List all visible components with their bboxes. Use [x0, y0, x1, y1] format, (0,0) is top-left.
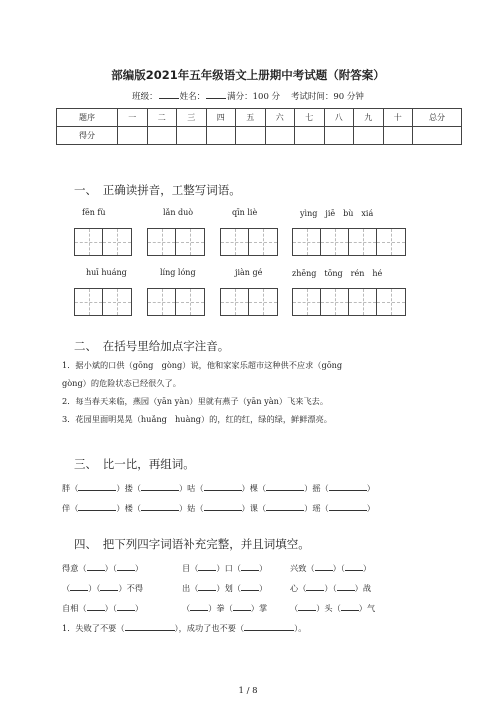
- idiom-text: ）: [134, 563, 144, 573]
- answer-blank[interactable]: [78, 481, 116, 491]
- answer-blank[interactable]: [117, 561, 135, 571]
- pinyin-label: lǎn duò: [163, 208, 194, 217]
- answer-blank[interactable]: [70, 581, 88, 591]
- grid-guide-line: [162, 289, 163, 315]
- table-cell: [295, 127, 325, 145]
- grid-guide-line: [190, 289, 191, 315]
- answer-blank[interactable]: [198, 561, 216, 571]
- answer-blank[interactable]: [190, 601, 208, 611]
- grid-guide-line: [162, 229, 163, 255]
- score-table: [56, 108, 462, 145]
- answer-blank[interactable]: [315, 561, 333, 571]
- answer-blank[interactable]: [141, 501, 179, 511]
- writing-grid[interactable]: [74, 228, 132, 256]
- grid-guide-line: [391, 289, 392, 315]
- table-cell: [324, 127, 354, 145]
- compare-row: [62, 481, 375, 494]
- answer-blank[interactable]: [78, 501, 116, 511]
- row-text: ）咕（: [178, 483, 204, 493]
- idiom-text: ）（: [104, 603, 117, 613]
- grid-cell[interactable]: [321, 289, 349, 315]
- idiom-text: （: [290, 603, 299, 613]
- question-line: 1．据小斌的口供（gōng gòng）说，他和家家乐超市这种供不应求（gōng: [62, 360, 343, 370]
- table-cell: 总分: [413, 109, 462, 127]
- idiom-text: （: [62, 583, 71, 593]
- grid-guide-line: [117, 289, 118, 315]
- answer-blank[interactable]: [337, 581, 355, 591]
- grid-cell[interactable]: [221, 229, 249, 255]
- grid-cell[interactable]: [249, 229, 277, 255]
- class-blank: [159, 90, 179, 99]
- pinyin-label: líng lóng: [160, 268, 196, 277]
- idiom-text: ）划（: [216, 583, 241, 593]
- idiom-text: ）（: [88, 583, 101, 593]
- table-cell: 得分: [57, 127, 118, 145]
- table-cell: 二: [147, 109, 177, 127]
- section-4-heading: 四、 把下列四字词语补充完整，并且词填空。: [74, 537, 310, 551]
- table-cell: [236, 127, 266, 145]
- grid-cell[interactable]: [148, 229, 176, 255]
- idiom-text: ）: [362, 563, 372, 573]
- answer-blank[interactable]: [198, 581, 216, 591]
- pinyin-label: zhēng tōng rén hé: [292, 269, 383, 278]
- row-text: ）楼（: [116, 503, 141, 513]
- answer-blank[interactable]: [266, 481, 304, 491]
- idiom: [290, 561, 371, 574]
- grid-cell[interactable]: [349, 229, 377, 255]
- grid-guide-line: [235, 229, 236, 255]
- table-cell: [147, 127, 177, 145]
- table-cell: [383, 127, 413, 145]
- idiom-text: 目（: [182, 563, 199, 573]
- pinyin-label: huī huáng: [86, 268, 127, 277]
- pinyin-label: jiàn gé: [235, 268, 263, 277]
- answer-blank[interactable]: [233, 601, 251, 611]
- grid-guide-line: [263, 229, 264, 255]
- grid-guide-line: [117, 229, 118, 255]
- idiom-text: （: [182, 603, 191, 613]
- idiom-text: ）掌: [250, 603, 268, 613]
- idiom-text: ）头（: [316, 603, 341, 613]
- idiom-text: ）: [258, 583, 268, 593]
- idiom: [182, 601, 267, 614]
- idiom-text: ）不得: [118, 583, 144, 593]
- idiom-text: ）: [134, 603, 144, 613]
- row-text: 伴（: [62, 503, 79, 513]
- writing-grid[interactable]: [220, 228, 278, 256]
- fill-sentence: [62, 621, 306, 634]
- grid-cell[interactable]: [293, 289, 321, 315]
- grid-cell[interactable]: [176, 229, 204, 255]
- answer-blank[interactable]: [329, 481, 367, 491]
- name-label: 姓名：: [179, 92, 206, 102]
- idiom-text: ）口（: [216, 563, 241, 573]
- writing-grid[interactable]: [147, 288, 205, 316]
- grid-cell[interactable]: [103, 229, 131, 255]
- grid-cell[interactable]: [321, 229, 349, 255]
- answer-blank[interactable]: [204, 501, 242, 511]
- grid-cell[interactable]: [176, 289, 204, 315]
- grid-guide-line: [307, 229, 308, 255]
- table-cell: 五: [236, 109, 266, 127]
- answer-blank[interactable]: [141, 481, 179, 491]
- answer-blank[interactable]: [345, 561, 363, 571]
- sentence-text: ），成功了也不要（: [174, 623, 245, 633]
- grid-cell[interactable]: [75, 289, 103, 315]
- row-text: ）棵（: [241, 483, 267, 493]
- grid-guide-line: [363, 229, 364, 255]
- grid-guide-line: [391, 229, 392, 255]
- score-table-score-row: [57, 127, 462, 145]
- sentence-text: 1．失败了不要（: [62, 623, 125, 633]
- table-cell: 三: [177, 109, 207, 127]
- pinyin-label: qīn liè: [232, 208, 258, 217]
- grid-guide-line: [335, 289, 336, 315]
- time-label: 考试时间：90 分钟: [290, 92, 364, 102]
- idiom-text: ）（: [324, 583, 337, 593]
- idiom-text: 兴致（: [290, 563, 315, 573]
- table-cell: 一: [118, 109, 148, 127]
- grid-guide-line: [263, 289, 264, 315]
- grid-guide-line: [335, 229, 336, 255]
- grid-cell[interactable]: [377, 229, 405, 255]
- idiom: [290, 581, 371, 594]
- idiom: [182, 561, 267, 574]
- grid-cell[interactable]: [349, 289, 377, 315]
- row-text: ）摇（: [304, 483, 329, 493]
- answer-blank[interactable]: [100, 581, 118, 591]
- answer-blank[interactable]: [329, 501, 367, 511]
- idiom-text: ）: [258, 563, 268, 573]
- table-cell: 题序: [57, 109, 118, 127]
- grid-cell[interactable]: [148, 289, 176, 315]
- grid-cell[interactable]: [221, 289, 249, 315]
- writing-grid[interactable]: [220, 288, 278, 316]
- score-table-header-row: [57, 109, 462, 127]
- table-cell: 七: [295, 109, 325, 127]
- grid-guide-line: [235, 289, 236, 315]
- row-text: ）姑（: [178, 503, 204, 513]
- idiom-text: 出（: [182, 583, 199, 593]
- answer-blank[interactable]: [87, 601, 105, 611]
- grid-cell[interactable]: [249, 289, 277, 315]
- idiom-text: 心（: [290, 583, 307, 593]
- score-label: 满分：100 分: [227, 92, 281, 102]
- idiom: [182, 581, 267, 594]
- idiom-text: ）（: [104, 563, 117, 573]
- table-cell: 四: [206, 109, 236, 127]
- question-line: gòng）的危险状态已经很久了。: [62, 378, 181, 388]
- writing-grid[interactable]: [292, 228, 406, 256]
- row-text: ）: [366, 503, 375, 513]
- row-text: 胖（: [62, 483, 79, 493]
- table-cell: [354, 127, 384, 145]
- grid-guide-line: [363, 289, 364, 315]
- table-cell: [265, 127, 295, 145]
- page-title: 部编版2021年五年级语文上册期中考试题（附答案）: [111, 68, 385, 82]
- table-cell: [177, 127, 207, 145]
- grid-guide-line: [89, 229, 90, 255]
- idiom: [290, 601, 375, 614]
- answer-blank[interactable]: [117, 601, 135, 611]
- grid-guide-line: [190, 229, 191, 255]
- answer-blank[interactable]: [244, 621, 294, 631]
- table-cell: 九: [354, 109, 384, 127]
- answer-blank[interactable]: [204, 481, 242, 491]
- row-text: ）搂（: [116, 483, 141, 493]
- section-3-heading: 三、 比一比，再组词。: [74, 457, 195, 471]
- row-text: ）: [366, 483, 375, 493]
- answer-blank[interactable]: [241, 561, 259, 571]
- grid-guide-line: [89, 289, 90, 315]
- idiom-text: ）（: [332, 563, 345, 573]
- idiom-text: ）气: [358, 603, 376, 613]
- writing-grid[interactable]: [292, 288, 406, 316]
- section-2-heading: 二、 在括号里给加点字注音。: [74, 339, 230, 353]
- table-cell: [413, 127, 462, 145]
- answer-blank[interactable]: [341, 601, 359, 611]
- grid-cell[interactable]: [103, 289, 131, 315]
- name-blank: [206, 90, 226, 99]
- table-cell: 十: [383, 109, 413, 127]
- table-cell: 六: [265, 109, 295, 127]
- answer-blank[interactable]: [306, 581, 324, 591]
- page-number: 1 / 8: [238, 686, 258, 696]
- table-cell: [206, 127, 236, 145]
- compare-row: [62, 501, 375, 514]
- sentence-text: ）。: [294, 623, 307, 633]
- writing-grid[interactable]: [147, 228, 205, 256]
- grid-cell[interactable]: [75, 229, 103, 255]
- row-text: ）课（: [241, 503, 267, 513]
- idiom-text: 自相（: [62, 603, 87, 613]
- question-line: 3．花园里面明晃晃（huǎng huàng）的，红的红，绿的绿，鲜鲜漂亮。: [62, 414, 332, 424]
- question-line: 2．每当春天来临，燕园（yān yàn）里就有燕子（yān yàn）飞来飞去。: [62, 396, 329, 406]
- grid-cell[interactable]: [377, 289, 405, 315]
- exam-info: [0, 90, 496, 102]
- row-text: ）瑶（: [304, 503, 329, 513]
- answer-blank[interactable]: [241, 581, 259, 591]
- grid-guide-line: [307, 289, 308, 315]
- class-label: 班级：: [132, 92, 158, 102]
- section-1-heading: 一、 正确读拼音，工整写词语。: [74, 183, 241, 197]
- answer-blank[interactable]: [266, 501, 304, 511]
- table-cell: 八: [324, 109, 354, 127]
- idiom: [62, 581, 143, 594]
- pinyin-label: fēn fù: [82, 208, 106, 217]
- table-cell: [118, 127, 148, 145]
- writing-grid[interactable]: [74, 288, 132, 316]
- idiom-text: ）拳（: [208, 603, 233, 613]
- idiom-text: 得意（: [62, 563, 87, 573]
- answer-blank[interactable]: [87, 561, 105, 571]
- idiom: [62, 561, 143, 574]
- answer-blank[interactable]: [125, 621, 175, 631]
- answer-blank[interactable]: [298, 601, 316, 611]
- idiom-text: ）战: [354, 583, 372, 593]
- pinyin-label: yìng jiē bù xiá: [300, 209, 374, 218]
- idiom: [62, 601, 143, 614]
- grid-cell[interactable]: [293, 229, 321, 255]
